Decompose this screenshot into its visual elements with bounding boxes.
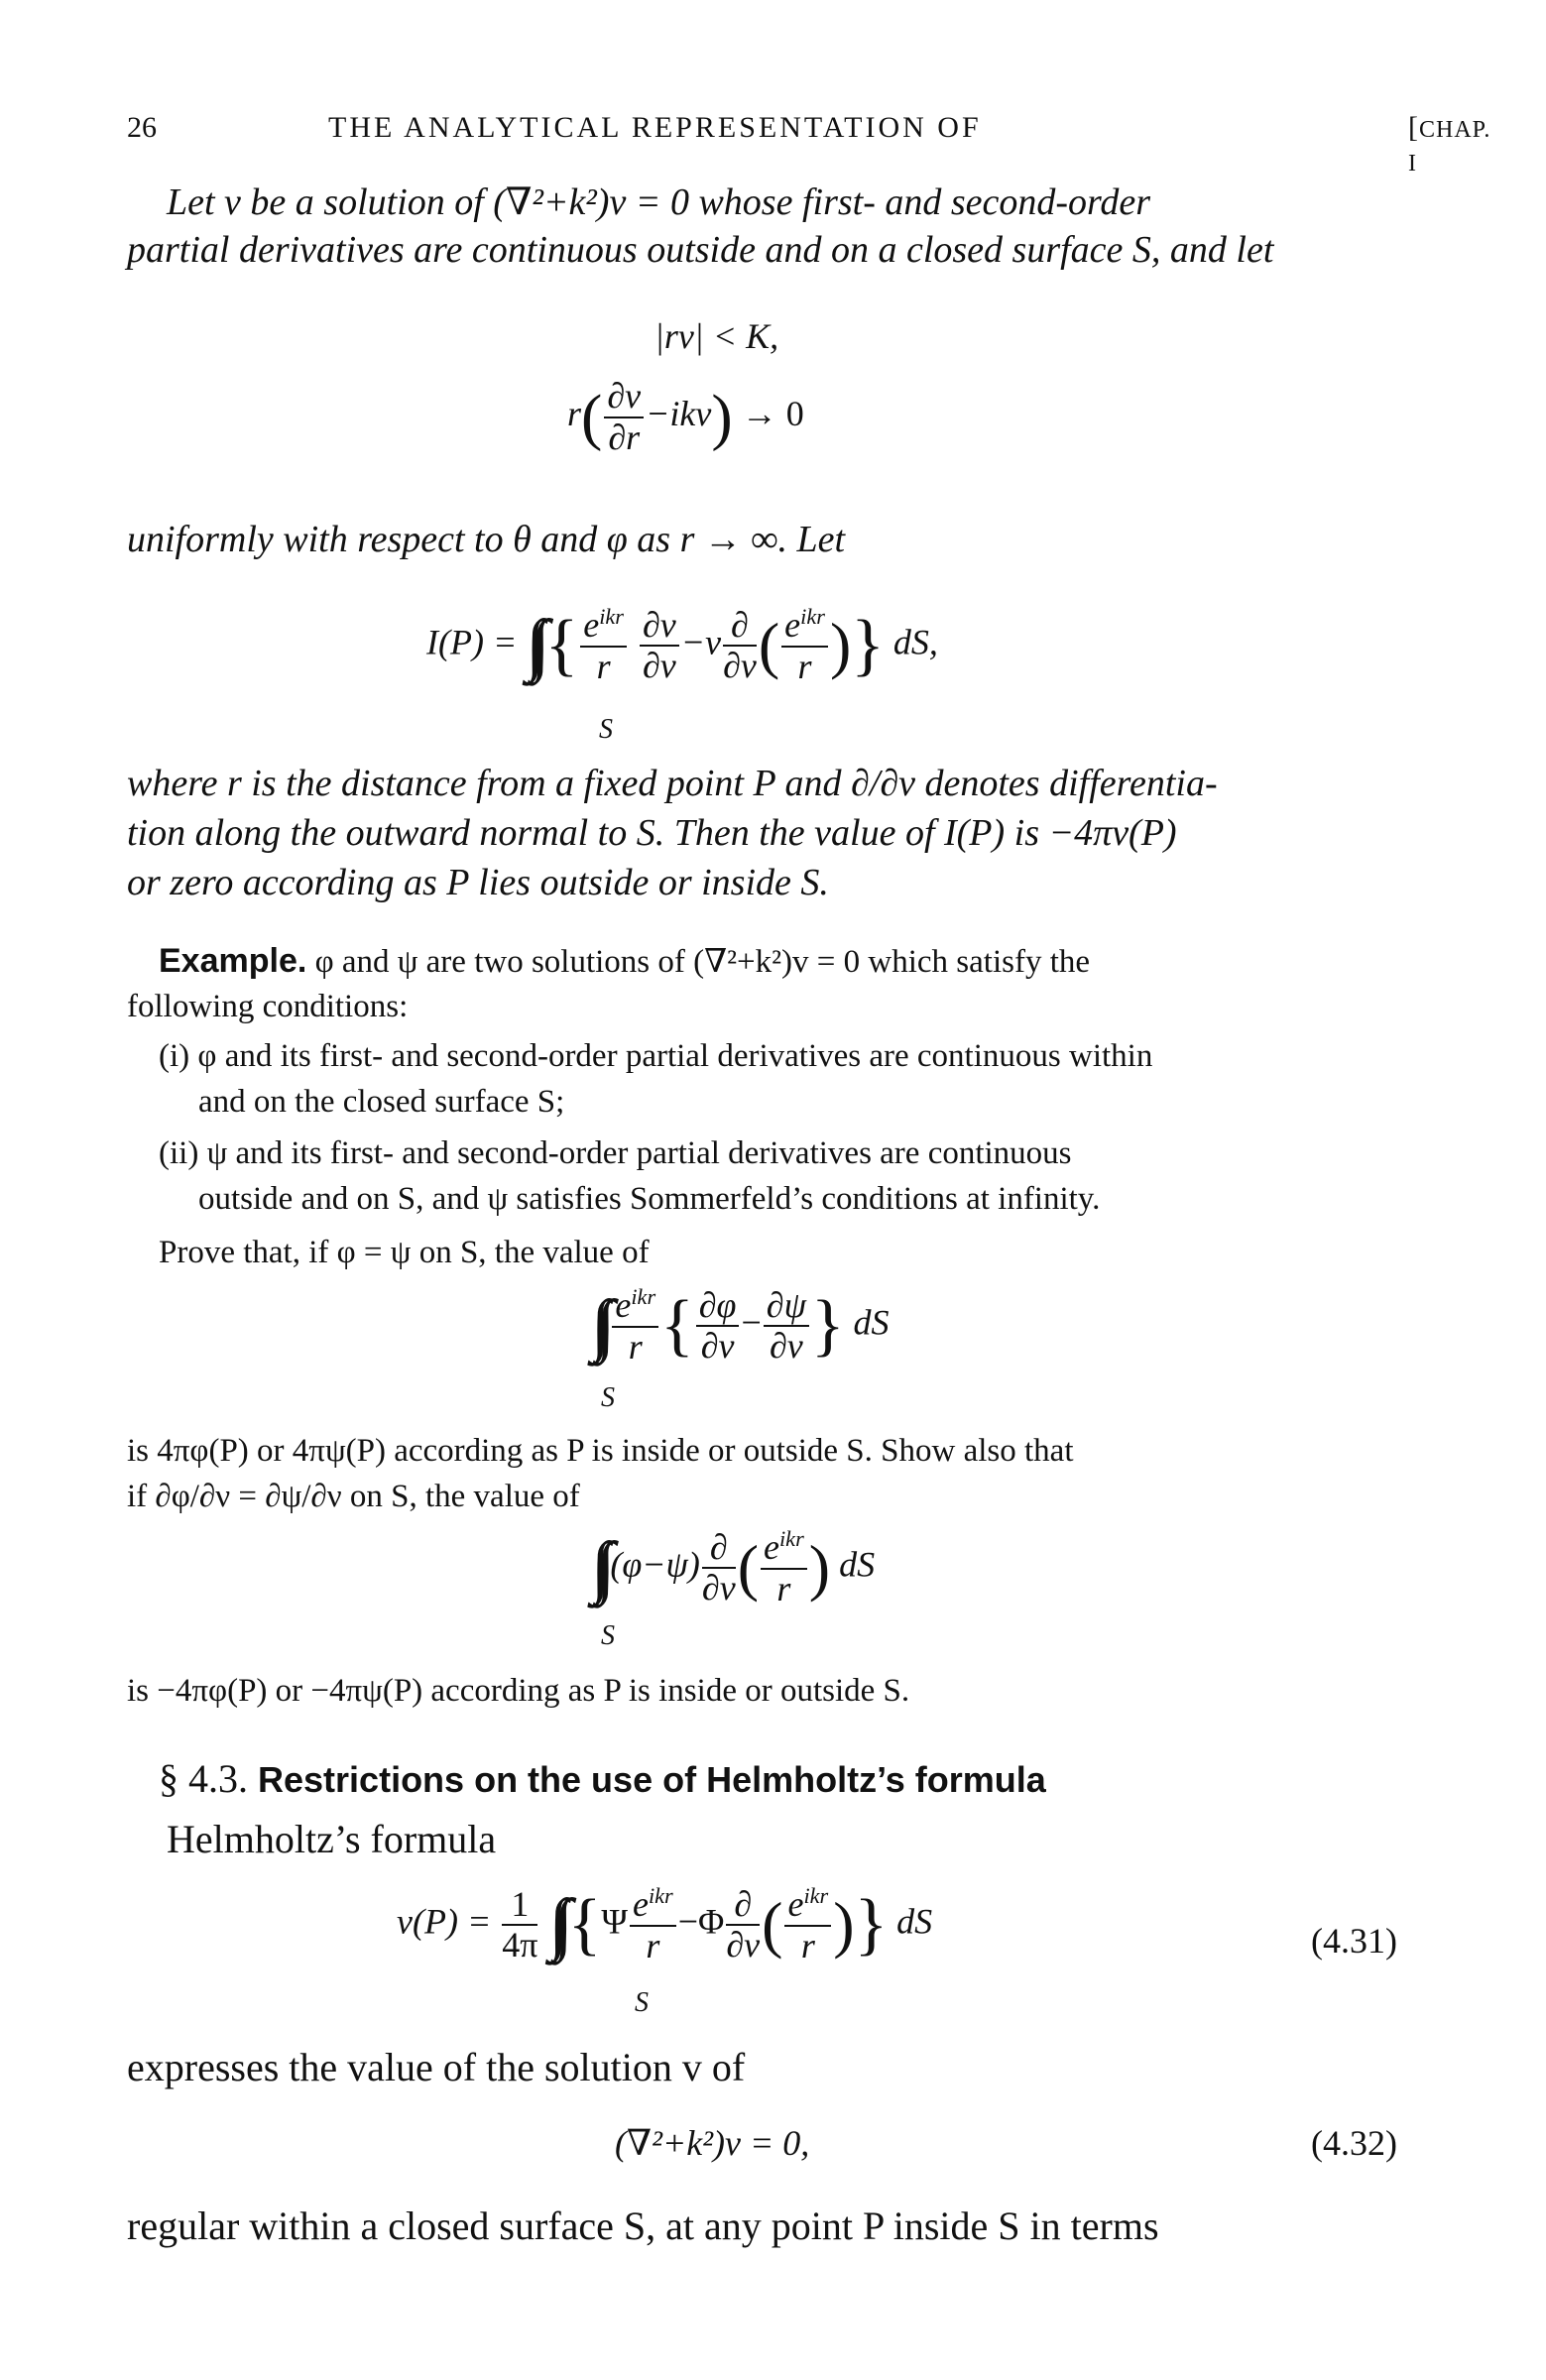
page-number: 26: [127, 111, 157, 144]
equation-4-32: (∇²+k²)v = 0,: [615, 2123, 810, 2163]
running-title: THE ANALYTICAL REPRESENTATION OF: [328, 111, 982, 144]
numerator: $e^{ikr}$: [612, 1285, 658, 1328]
frac-eikr-r: [580, 605, 627, 686]
integral-subscript-S: S: [601, 1382, 615, 1413]
frac-eikr-r: [630, 1884, 676, 1965]
running-header: [127, 111, 1491, 177]
double-integral-sign: ∫∫: [548, 1886, 559, 1964]
example-integral-1: [591, 1285, 890, 1367]
chapter-bracket: [: [1408, 111, 1419, 144]
condition-ii-line-2: outside and on S, and ψ satisfies Sommerfeld’s conditions at infinity.: [198, 1181, 1101, 1217]
expresses-line: expresses the value of the solution v of: [127, 2045, 746, 2089]
dS: dS: [853, 1302, 890, 1343]
fraction-dv-dr: [604, 377, 644, 457]
denominator: r: [800, 1925, 815, 1965]
condition-1: |rv| < K,: [654, 316, 779, 356]
section-intro: Helmholtz’s formula: [167, 1817, 497, 1861]
frac-1-4pi: [502, 1885, 537, 1965]
regular-line: regular within a closed surface S, at any point P inside S in terms: [127, 2203, 1159, 2248]
denominator: r: [596, 646, 611, 686]
integral-subscript-S: S: [601, 1620, 615, 1651]
numerator: ∂φ: [696, 1286, 740, 1328]
denominator: 4π: [502, 1925, 538, 1965]
right-paren: ): [833, 1889, 855, 1961]
minus-phi-capital: −Φ: [677, 1901, 725, 1942]
numerator: ∂v: [640, 606, 679, 648]
integral-subscript-S: S: [635, 1987, 649, 2018]
phi-minus-psi: (φ−ψ): [610, 1544, 700, 1585]
numerator: $e^{ikr}$: [630, 1884, 676, 1927]
frac-d-dnu: [723, 606, 757, 686]
numerator: ∂: [726, 1885, 760, 1927]
cond2-r: r: [567, 393, 582, 433]
frac-eikr-r: [612, 1285, 658, 1367]
equation-4-31: [397, 1884, 932, 1965]
frac-dpsi-dnu: [764, 1286, 809, 1367]
left-brace: {: [660, 1287, 694, 1365]
cond2-limit: → 0: [741, 393, 804, 433]
example-line-1: [159, 938, 1418, 985]
frac-eikr-r: [761, 1527, 807, 1608]
numerator: $e^{ikr}$: [580, 605, 627, 648]
frac-d-dnu: [702, 1528, 736, 1608]
denominator: r: [776, 1568, 791, 1608]
numerator: $e^{ikr}$: [784, 1884, 831, 1927]
integral-I-of-P: [426, 605, 938, 686]
section-heading: [159, 1755, 1418, 1802]
eq431-lhs: v(P) =: [397, 1901, 492, 1942]
denominator: r: [628, 1326, 643, 1367]
numerator: ∂v: [604, 377, 644, 418]
dS: dS,: [892, 622, 938, 662]
uniformly-line: uniformly with respect to θ and φ as r → ∞. Let: [127, 519, 846, 560]
denominator: ∂ν: [726, 1925, 761, 1965]
left-paren: (: [758, 610, 780, 681]
denominator: ∂ν: [769, 1326, 803, 1367]
frac-eikr-r-2: [784, 1884, 831, 1965]
denominator: r: [797, 646, 812, 686]
section-title: Restrictions on the use of Helmholtz’s formula: [258, 1759, 1046, 1800]
equation-number-4-32: (4.32): [1311, 2123, 1397, 2163]
prove-line: Prove that, if φ = ψ on S, the value of: [159, 1235, 650, 1270]
result-1-line-1: is 4πφ(P) or 4πψ(P) according as P is inside or outside S. Show also that: [127, 1433, 1074, 1469]
denominator: ∂ν: [701, 1568, 736, 1608]
integral-lhs: I(P) =: [426, 622, 518, 662]
example-text: φ and ψ are two solutions of (∇²+k²)v = 0 which satisfy the: [314, 944, 1091, 980]
where-line-2: tion along the outward normal to S. Then the value of I(P) is −4πv(P): [127, 812, 1177, 854]
result-1-line-2: if ∂φ/∂ν = ∂ψ/∂ν on S, the value of: [127, 1479, 580, 1514]
left-paren: (: [581, 381, 603, 452]
numerator: ∂: [723, 606, 757, 648]
right-paren: ): [829, 610, 852, 681]
numerator: $e^{ikr}$: [761, 1527, 807, 1570]
cond2-rest: −ikv: [646, 393, 712, 433]
numerator: 1: [502, 1885, 537, 1927]
double-integral-sign: ∫∫: [526, 607, 536, 684]
numerator: $e^{ikr}$: [781, 605, 828, 648]
condition-i-line-1: (i) φ and its first- and second-order partial derivatives are continuous within: [159, 1038, 1153, 1074]
frac-dv-dnu: [640, 606, 679, 686]
denominator: r: [646, 1925, 660, 1965]
frac-dphi-dnu: [696, 1286, 740, 1367]
double-integral-sign: ∫∫: [591, 1529, 602, 1606]
denominator: ∂ν: [700, 1326, 735, 1367]
where-line-1: where r is the distance from a fixed point P and ∂/∂ν denotes differentia-: [127, 763, 1218, 804]
theorem-line-1: Let v be a solution of (∇²+k²)v = 0 whose first- and second-order: [167, 181, 1151, 223]
integral-subscript-S: S: [599, 714, 613, 745]
left-paren: (: [762, 1889, 783, 1961]
right-paren: ): [711, 381, 733, 452]
condition-i-line-2: and on the closed surface S;: [198, 1084, 565, 1120]
example-integral-2: [591, 1527, 875, 1608]
chapter-label: [1408, 111, 1490, 178]
result-2: is −4πφ(P) or −4πψ(P) according as P is inside or outside S.: [127, 1673, 910, 1709]
condition-ii-line-1: (ii) ψ and its first- and second-order partial derivatives are continuous: [159, 1135, 1072, 1171]
denominator: ∂ν: [723, 646, 757, 686]
right-paren: ): [808, 1532, 831, 1604]
dS: dS: [839, 1544, 876, 1585]
psi-capital: Ψ: [601, 1901, 628, 1942]
minus-sign: −: [741, 1302, 762, 1343]
dS: dS: [896, 1901, 933, 1942]
equation-number-4-31: (4.31): [1311, 1921, 1397, 1961]
denominator: ∂r: [608, 416, 641, 457]
example-label: Example.: [159, 942, 307, 980]
where-line-3: or zero according as P lies outside or inside S.: [127, 862, 829, 903]
condition-2: [567, 377, 804, 457]
right-brace: }: [810, 1287, 845, 1365]
left-paren: (: [737, 1532, 759, 1604]
left-brace: {: [567, 1886, 602, 1964]
theorem-line-2: partial derivatives are continuous outside and on a closed surface S, and let: [127, 229, 1274, 271]
denominator: ∂ν: [643, 646, 676, 686]
example-line-2: following conditions:: [127, 989, 409, 1024]
left-brace: {: [544, 607, 579, 684]
frac-d-dnu: [726, 1885, 760, 1965]
frac-eikr-r-2: [781, 605, 828, 686]
numerator: ∂ψ: [764, 1286, 809, 1328]
section-number: § 4.3.: [159, 1756, 248, 1801]
numerator: ∂: [702, 1528, 736, 1570]
chapter-text: CHAP. I: [1408, 117, 1491, 177]
double-integral-sign: ∫∫: [591, 1287, 602, 1365]
right-brace: }: [854, 1886, 889, 1964]
right-brace: }: [851, 607, 885, 684]
minus-v: −v: [680, 622, 722, 662]
